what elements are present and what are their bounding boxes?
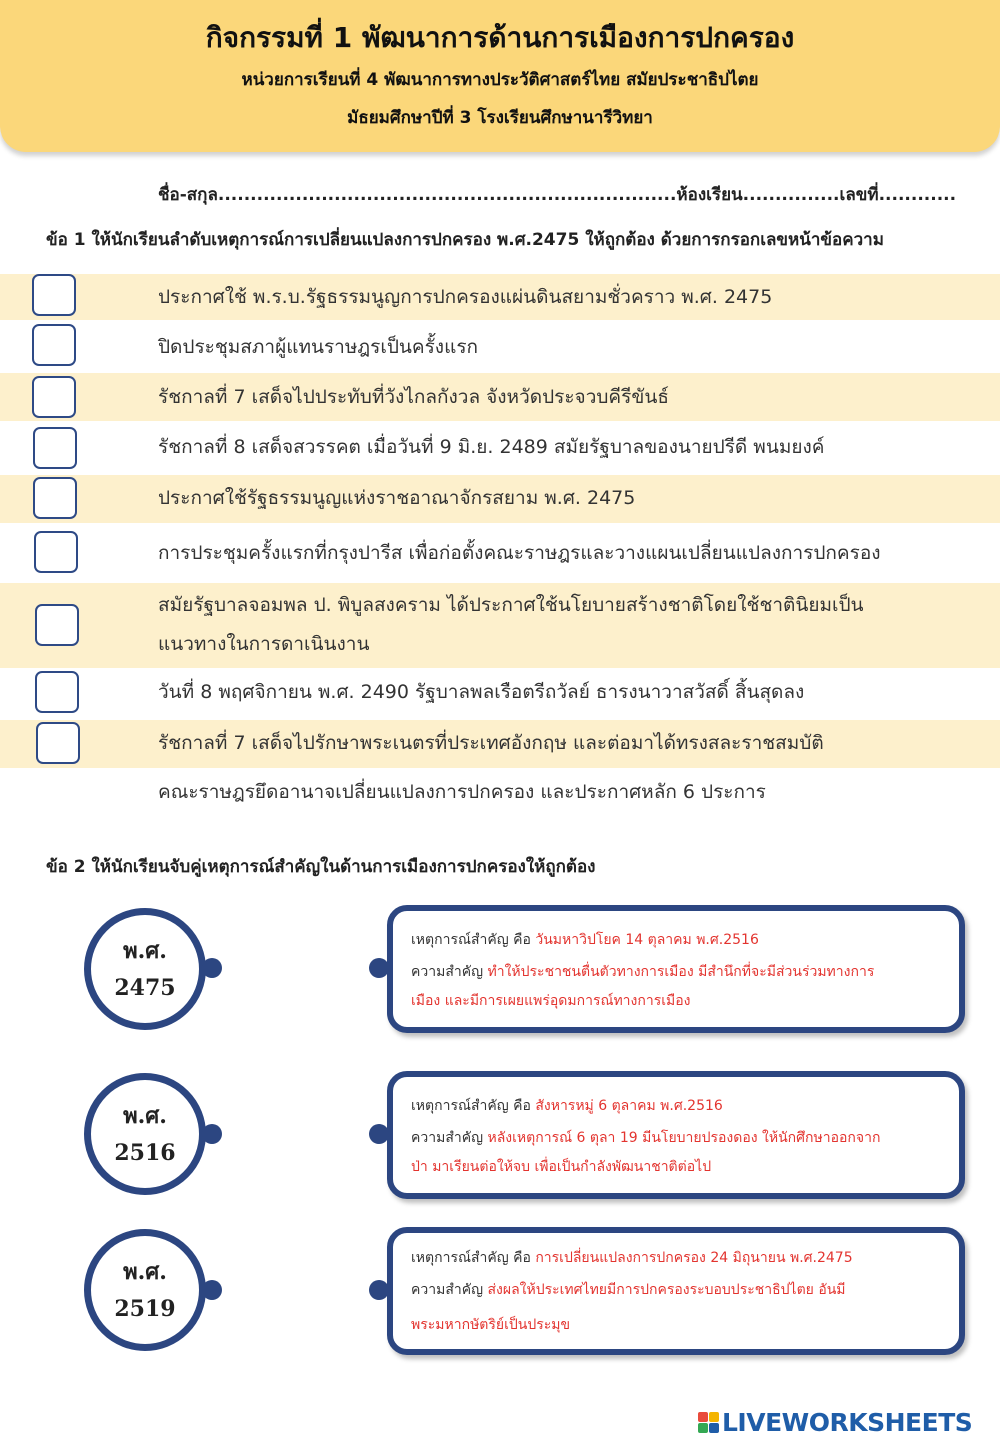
order-answer-box[interactable] xyxy=(32,274,76,316)
event-row xyxy=(0,373,1000,421)
liveworksheets-logo xyxy=(698,1408,994,1438)
event-text: ประกาศใช้ พ.ร.บ.รัฐธรรมนูญการปกครองแผ่นดินสยามชั่วคราว พ.ศ. 2475 xyxy=(158,286,773,308)
importance-label: ความสำคัญ xyxy=(411,964,484,980)
school-subtitle: มัธยมศึกษาปีที่ 3 โรงเรียนศึกษานารีวิทยา xyxy=(347,108,653,128)
event-text: สมัยรัฐบาลจอมพล ป. พิบูลสงคราม ได้ประกาศใช้นโยบายสร้างชาติโดยใช้ชาตินิยมเป็น xyxy=(158,594,864,616)
event-row xyxy=(0,720,1000,768)
order-answer-box[interactable] xyxy=(33,427,77,469)
event-text: การประชุมครั้งแรกที่กรุงปารีส เพื่อก่อตั้งคณะราษฎรและวางแผนเปลี่ยนแปลงการปกครอง xyxy=(158,542,881,564)
importance-label: ความสำคัญ xyxy=(411,1282,484,1298)
event-label: เหตุการณ์สำคัญ คือ xyxy=(411,1098,531,1114)
era-label: พ.ศ. xyxy=(123,938,167,964)
order-answer-box[interactable] xyxy=(32,376,76,418)
match-point-left[interactable] xyxy=(202,1124,222,1144)
event-row xyxy=(0,274,1000,320)
importance-label: ความสำคัญ xyxy=(411,1130,484,1146)
year-value: 2475 xyxy=(114,975,176,1001)
event-value: การเปลี่ยนแปลงการปกครอง 24 มิถุนายน พ.ศ.2475 xyxy=(535,1250,853,1266)
event-card xyxy=(387,905,965,1033)
year-circle-2519 xyxy=(84,1229,206,1351)
importance-value: ส่งผลให้ประเทศไทยมีการปกครองระบอบประชาธิปไตย อันมี xyxy=(487,1282,846,1298)
event-card xyxy=(387,1227,965,1355)
year-circle-2475 xyxy=(84,908,206,1030)
event-row xyxy=(0,526,1000,580)
match-point-left[interactable] xyxy=(202,1280,222,1300)
unit-subtitle: หน่วยการเรียนที่ 4 พัฒนาการทางประวัติศาสตร์ไทย สมัยประชาธิปไตย xyxy=(241,70,759,90)
event-row xyxy=(0,423,1000,471)
event-row xyxy=(0,475,1000,523)
era-label: พ.ศ. xyxy=(123,1259,167,1285)
event-text: รัชกาลที่ 7 เสด็จไปรักษาพระเนตรที่ประเทศอังกฤษ และต่อมาได้ทรงสละราชสมบัติ xyxy=(158,732,824,754)
event-row xyxy=(0,583,1000,668)
match-point-right[interactable] xyxy=(369,1280,389,1300)
event-text-continued: แนวทางในการดาเนินงาน xyxy=(158,633,370,655)
order-answer-box[interactable] xyxy=(35,604,79,646)
importance-value: ทำให้ประชาชนตื่นตัวทางการเมือง มีสำนึกที่จะมีส่วนร่วมทางการ xyxy=(487,964,875,980)
event-row xyxy=(0,770,1000,818)
page-title: กิจกรรมที่ 1 พัฒนาการด้านการเมืองการปกครอง xyxy=(205,21,795,54)
event-text: วันที่ 8 พฤศจิกายน พ.ศ. 2490 รัฐบาลพลเรือตรีถวัลย์ ธารงนาวาสวัสดิ์ สิ้นสุดลง xyxy=(158,681,805,703)
order-answer-box[interactable] xyxy=(36,722,80,764)
event-row xyxy=(0,670,1000,718)
event-label: เหตุการณ์สำคัญ คือ xyxy=(411,1250,531,1266)
order-answer-box[interactable] xyxy=(34,531,78,573)
year-value: 2519 xyxy=(114,1296,176,1322)
match-point-left[interactable] xyxy=(202,958,222,978)
student-info-line: ชื่อ-สกุล.......................................................................ห้องเรียน...............เลขที่............ xyxy=(158,185,957,205)
question-1-instruction: ข้อ 1 ให้นักเรียนลำดับเหตุการณ์การเปลี่ยนแปลงการปกครอง พ.ศ.2475 ให้ถูกต้อง ด้วยการกรอกเลขหน้าข้อความ xyxy=(46,230,884,250)
event-row xyxy=(0,322,1000,370)
order-answer-box[interactable] xyxy=(33,477,77,519)
event-text: ปิดประชุมสภาผู้แทนราษฎรเป็นครั้งแรก xyxy=(158,336,479,358)
importance-value-continued: เมือง และมีการเผยแพร่อุดมการณ์ทางการเมือง xyxy=(411,993,691,1009)
event-label: เหตุการณ์สำคัญ คือ xyxy=(411,932,531,948)
event-text: รัชกาลที่ 8 เสด็จสวรรคต เมื่อวันที่ 9 มิ.ย. 2489 สมัยรัฐบาลของนายปรีดี พนมยงค์ xyxy=(158,436,825,458)
event-value: วันมหาวิปโยค 14 ตุลาคม พ.ศ.2516 xyxy=(535,932,759,948)
event-text: รัชกาลที่ 7 เสด็จไปประทับที่วังไกลกังวล จังหวัดประจวบคีรีขันธ์ xyxy=(158,386,669,408)
era-label: พ.ศ. xyxy=(123,1103,167,1129)
event-text: ประกาศใช้รัฐธรรมนูญแห่งราชอาณาจักรสยาม พ.ศ. 2475 xyxy=(158,487,636,509)
year-circle-2516 xyxy=(84,1073,206,1195)
logo-icon xyxy=(698,1412,720,1434)
event-text: คณะราษฎรยึดอานาจเปลี่ยนแปลงการปกครอง และประกาศหลัก 6 ประการ xyxy=(158,781,766,803)
header-banner xyxy=(0,0,1000,152)
importance-value-continued: พระมหากษัตริย์เป็นประมุข xyxy=(411,1317,571,1333)
event-card xyxy=(387,1071,965,1199)
event-value: สังหารหมู่ 6 ตุลาคม พ.ศ.2516 xyxy=(535,1098,723,1114)
question-2-instruction: ข้อ 2 ให้นักเรียนจับคู่เหตุการณ์สำคัญในด้านการเมืองการปกครองให้ถูกต้อง xyxy=(46,857,596,877)
logo-text: LIVEWORKSHEETS xyxy=(722,1408,973,1437)
year-value: 2516 xyxy=(114,1140,176,1166)
match-point-right[interactable] xyxy=(369,1124,389,1144)
match-point-right[interactable] xyxy=(369,958,389,978)
order-answer-box[interactable] xyxy=(32,324,76,366)
importance-value-continued: ป่า มาเรียนต่อให้จบ เพื่อเป็นกำลังพัฒนาชาติต่อไป xyxy=(411,1159,712,1175)
order-answer-box[interactable] xyxy=(35,671,79,713)
importance-value: หลังเหตุการณ์ 6 ตุลา 19 มีนโยบายปรองดอง ให้นักศึกษาออกจาก xyxy=(487,1130,881,1146)
